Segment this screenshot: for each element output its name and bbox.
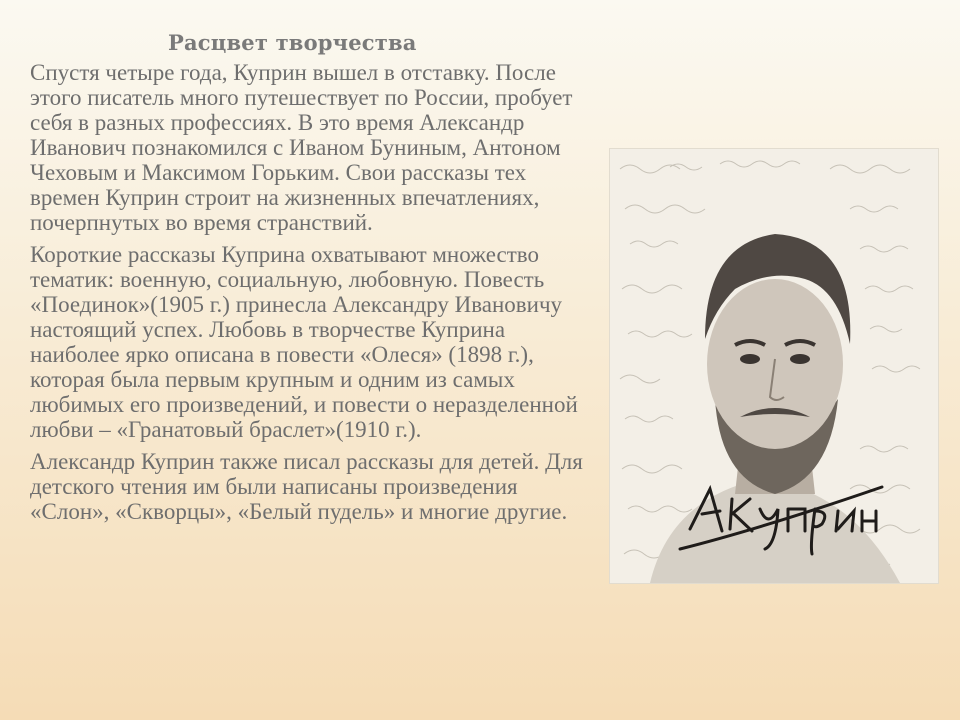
slide-title: Расцвет творчества [168, 30, 417, 55]
portrait-image [609, 148, 939, 584]
portrait-drawing [610, 149, 938, 583]
paragraph-1: Спустя четыре года, Куприн вышел в отставку. После этого писатель много путешествует по России, пробует себя в разных профессиях. В это время Александр Иванович познакомился с Иваном Буниным, Антоном Чеховым и Максимом Горьким. Свои рассказы тех времен Куприн строит на жизненных впечатлениях, почерпнутых во время странствий. [30, 60, 573, 235]
paragraph-2: Короткие рассказы Куприна охватывают множество тематик: военную, социальную, любовную. Повесть «Поединок»(1905 г.) принесла Александру Ивановичу настоящий успех. Любовь в творчестве Куприна наиболее ярко описана в повести «Олеся» (1898 г.), которая была первым крупным и одним из самых любимых его произведений, и повести о неразделенной любви – «Гранатовый браслет»(1910 г.). [30, 242, 578, 442]
slide-body [30, 60, 600, 531]
paragraph-3: Александр Куприн также писал рассказы для детей. Для детского чтения им были написаны произведения «Слон», «Скворцы», «Белый пудель» и многие другие. [30, 449, 583, 524]
